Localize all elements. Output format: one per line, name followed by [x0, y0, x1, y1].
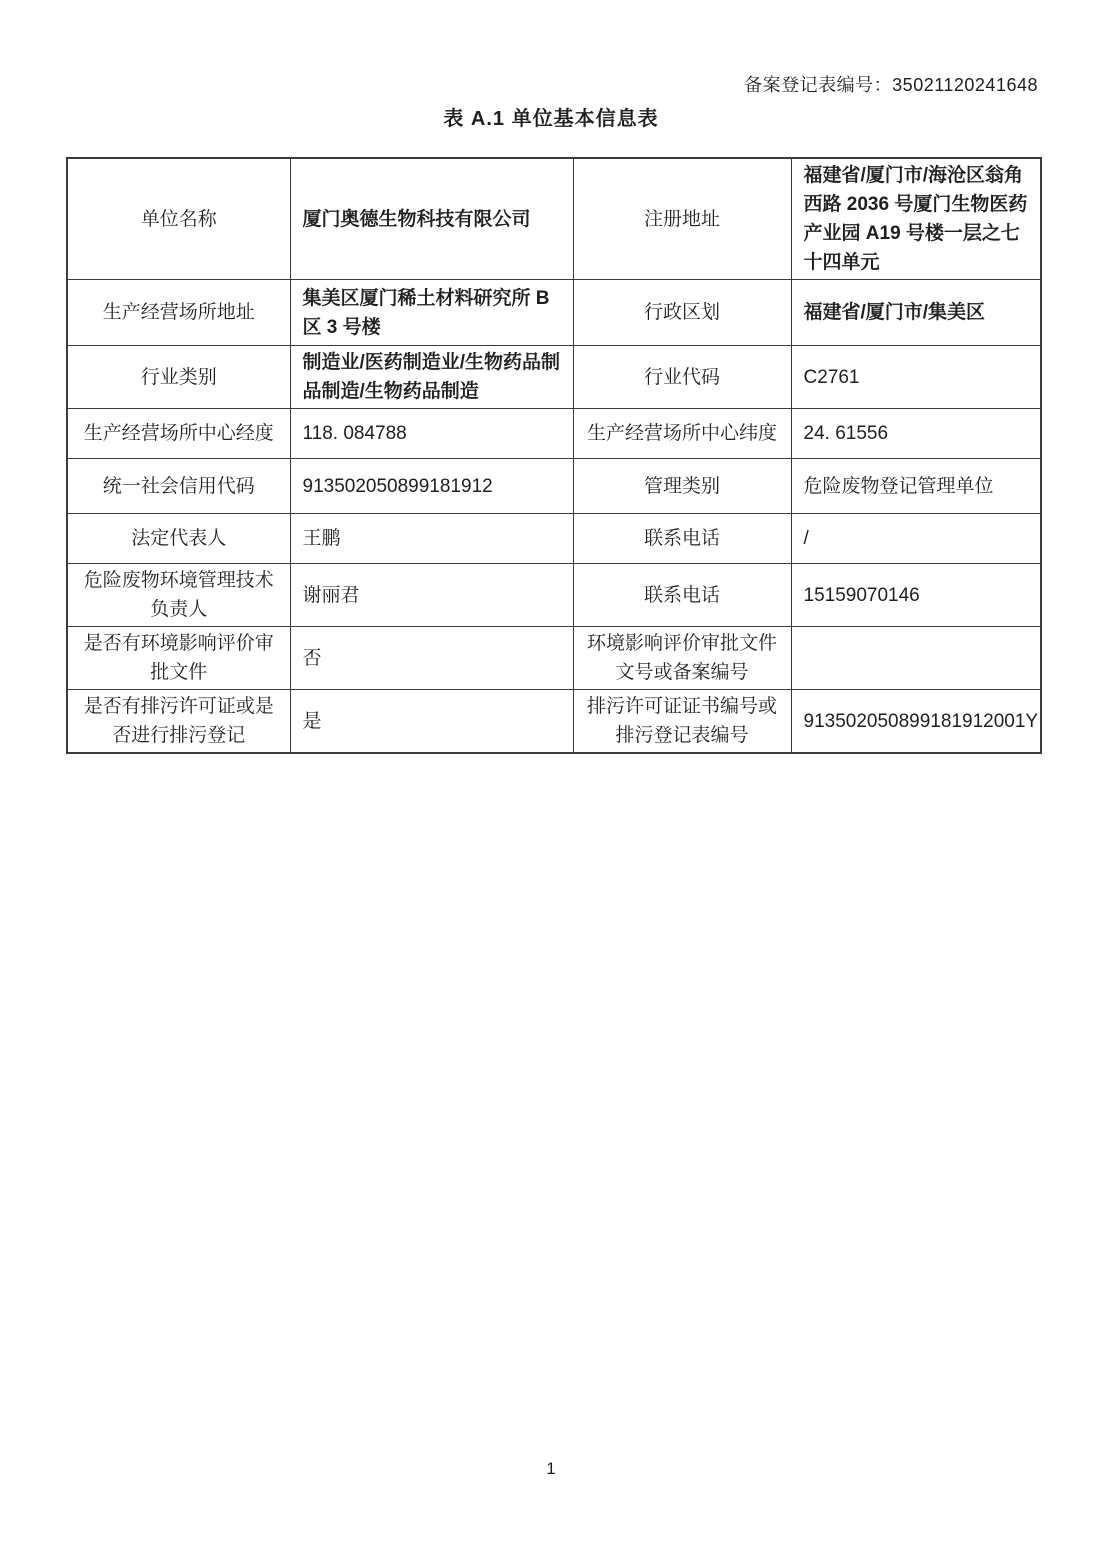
page-number: 1 — [546, 1459, 556, 1478]
table-row-credit-code — [67, 459, 1041, 514]
industry-code-value: C2761 — [791, 346, 1041, 409]
unified-social-credit-code-value: 913502050899181912 — [290, 459, 573, 514]
site-center-longitude-label: 生产经营场所中心经度 — [67, 409, 290, 459]
site-center-latitude-label: 生产经营场所中心纬度 — [573, 409, 791, 459]
management-category-label: 管理类别 — [573, 459, 791, 514]
site-center-latitude-value: 24. 61556 — [791, 409, 1041, 459]
industry-category-value: 制造业/医药制造业/生物药品制品制造/生物药品制造 — [290, 346, 573, 409]
has-pollutant-permit-label: 是否有排污许可证或是否进行排污登记 — [67, 690, 290, 754]
eia-approval-number-value — [791, 627, 1041, 690]
contact-phone-label: 联系电话 — [573, 514, 791, 564]
industry-category-label: 行业类别 — [67, 346, 290, 409]
production-site-address-label: 生产经营场所地址 — [67, 280, 290, 346]
registered-address-value: 福建省/厦门市/海沧区翁角西路 2036 号厦门生物医药产业园 A19 号楼一层之七十四单元 — [791, 158, 1041, 280]
table-row-eia-approval — [67, 627, 1041, 690]
eia-approval-number-label: 环境影响评价审批文件文号或备案编号 — [573, 627, 791, 690]
table-row-pollutant-permit — [67, 690, 1041, 754]
administrative-division-label: 行政区划 — [573, 280, 791, 346]
hazardous-waste-env-manager-value: 谢丽君 — [290, 564, 573, 627]
management-category-value: 危险废物登记管理单位 — [791, 459, 1041, 514]
has-pollutant-permit-value: 是 — [290, 690, 573, 754]
has-eia-approval-value: 否 — [290, 627, 573, 690]
legal-representative-label: 法定代表人 — [67, 514, 290, 564]
unified-social-credit-code-label: 统一社会信用代码 — [67, 459, 290, 514]
record-registration-number: 备案登记表编号：35021120241648 — [744, 75, 1038, 95]
contact-phone-2-label: 联系电话 — [573, 564, 791, 627]
page-title: 表 A.1 单位基本信息表 — [443, 108, 659, 130]
table-row-coordinates — [67, 409, 1041, 459]
hazardous-waste-env-manager-label: 危险废物环境管理技术负责人 — [67, 564, 290, 627]
table-row-legal-representative — [67, 514, 1041, 564]
table-row-env-manager — [67, 564, 1041, 627]
basic-info-table — [66, 157, 1042, 754]
industry-code-label: 行业代码 — [573, 346, 791, 409]
registered-address-label: 注册地址 — [573, 158, 791, 280]
pollutant-permit-number-label: 排污许可证证书编号或排污登记表编号 — [573, 690, 791, 754]
contact-phone-value: / — [791, 514, 1041, 564]
administrative-division-value: 福建省/厦门市/集美区 — [791, 280, 1041, 346]
unit-name-value: 厦门奥德生物科技有限公司 — [290, 158, 573, 280]
table-row-unit-name — [67, 158, 1041, 280]
has-eia-approval-label: 是否有环境影响评价审批文件 — [67, 627, 290, 690]
legal-representative-value: 王鹏 — [290, 514, 573, 564]
table-row-industry — [67, 346, 1041, 409]
site-center-longitude-value: 118. 084788 — [290, 409, 573, 459]
unit-name-label: 单位名称 — [67, 158, 290, 280]
contact-phone-2-value: 15159070146 — [791, 564, 1041, 627]
table-row-production-site — [67, 280, 1041, 346]
pollutant-permit-number-value: 913502050899181912001Y — [791, 690, 1041, 754]
production-site-address-value: 集美区厦门稀土材料研究所 B 区 3 号楼 — [290, 280, 573, 346]
